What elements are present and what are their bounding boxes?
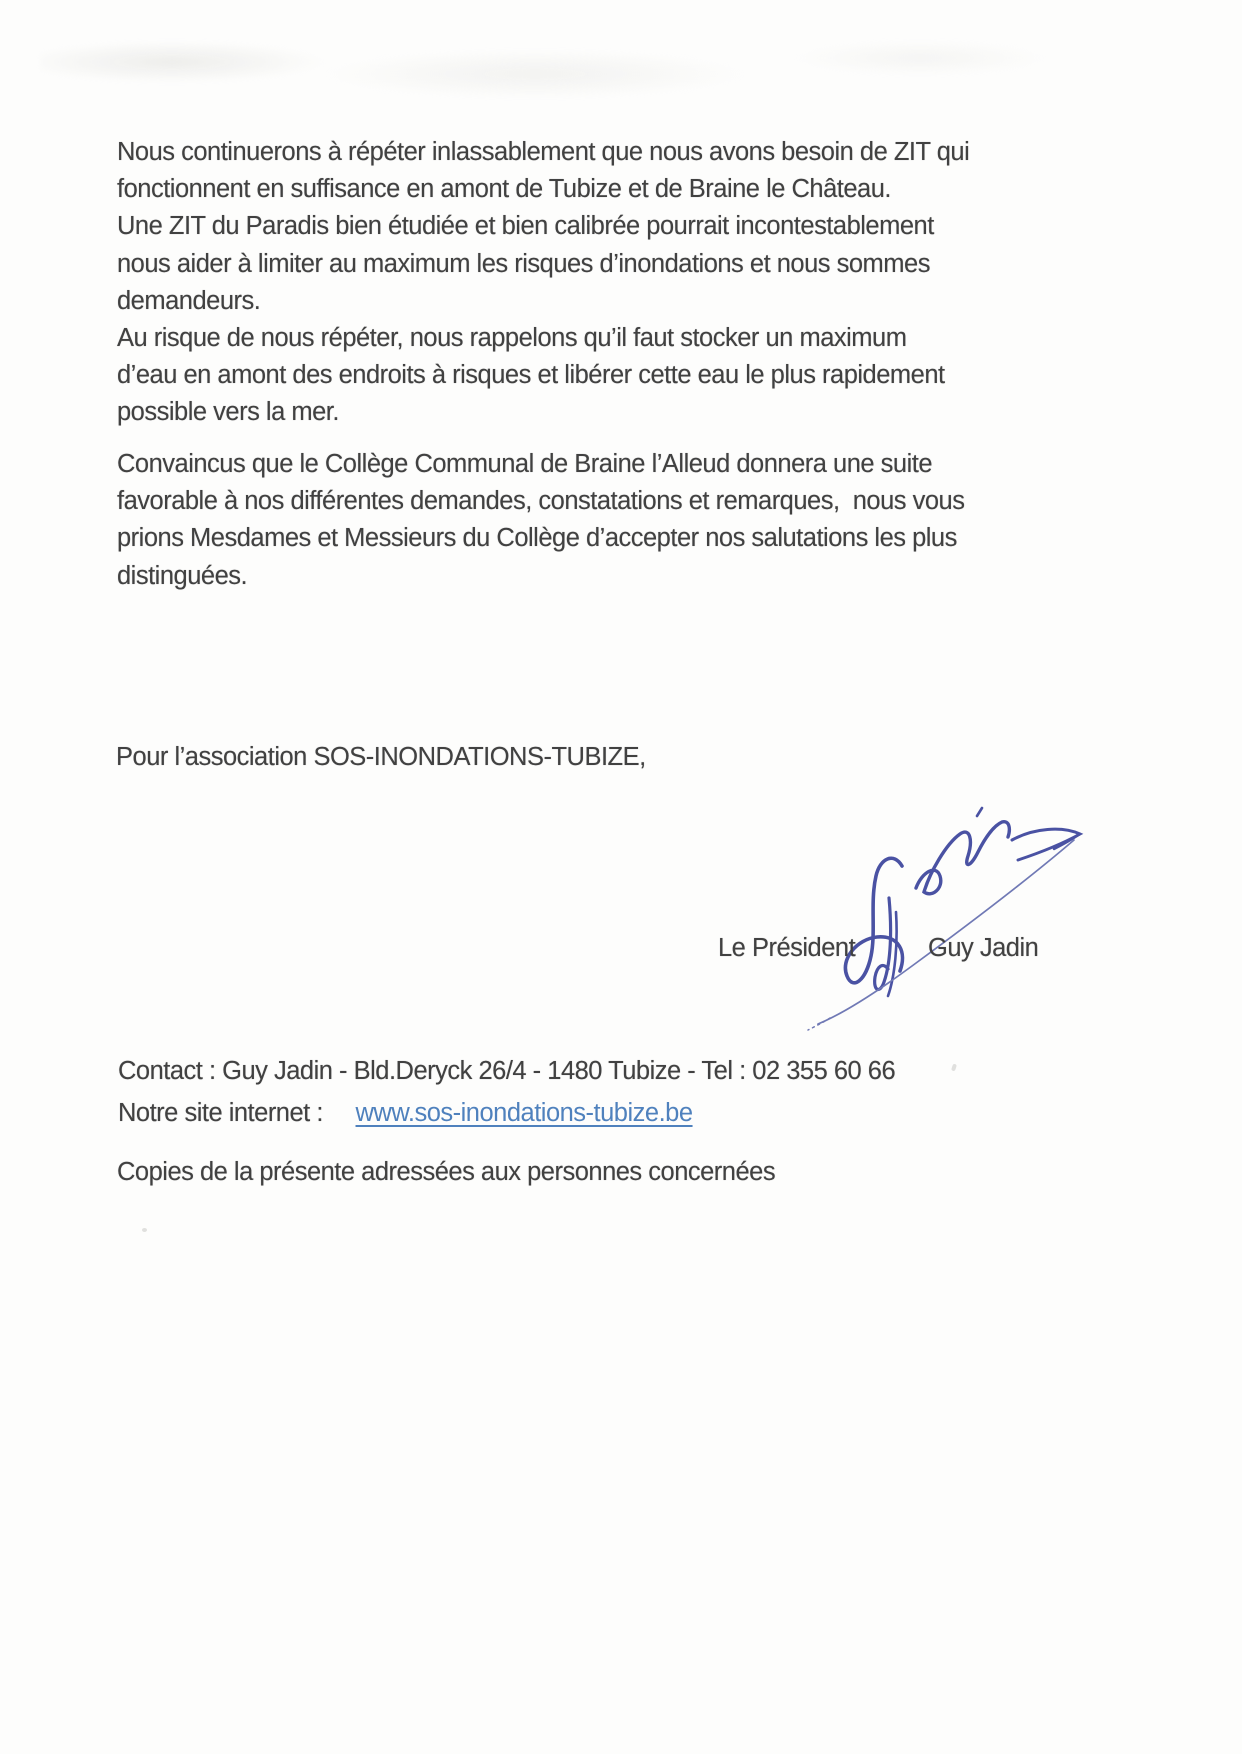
body-line: nous aider à limiter au maximum les risques d’inondations et nous sommes xyxy=(117,249,930,278)
scan-artifact xyxy=(40,30,1140,110)
body-line: Nous continuerons à répéter inlassablement que nous avons besoin de ZIT qui xyxy=(117,138,970,166)
site-link[interactable]: www.sos-inondations-tubize.be xyxy=(355,1099,693,1127)
letter-paragraph-1 xyxy=(117,134,969,432)
body-line: fonctionnent en suffisance en amont de Tubize et de Braine le Château. xyxy=(117,175,892,204)
body-line: favorable à nos différentes demandes, constatations et remarques, nous vous xyxy=(117,487,965,516)
copies-line: Copies de la présente adressées aux personnes concernées xyxy=(117,1158,776,1186)
signatory-name: Guy Jadin xyxy=(928,934,1039,962)
site-line xyxy=(118,1095,693,1132)
body-line: Une ZIT du Paradis bien étudiée et bien calibrée pourrait incontestablement xyxy=(117,212,934,241)
body-line: Convaincus que le Collège Communal de Braine l’Alleud donnera une suite xyxy=(117,450,933,478)
body-line: d’eau en amont des endroits à risques et libérer cette eau le plus rapidement xyxy=(117,361,945,390)
body-line: possible vers la mer. xyxy=(117,398,339,427)
letter-paragraph-2 xyxy=(117,446,964,595)
association-line: Pour l’association SOS-INONDATIONS-TUBIZE, xyxy=(116,743,646,771)
site-label: Notre site internet : xyxy=(118,1099,330,1127)
body-line: Au risque de nous répéter, nous rappelons qu’il faut stocker un maximum xyxy=(117,324,907,353)
contact-line: Contact : Guy Jadin - Bld.Deryck 26/4 - 1480 Tubize - Tel : 02 355 60 66 xyxy=(118,1057,896,1085)
body-line: prions Mesdames et Messieurs du Collège d’accepter nos salutations les plus xyxy=(117,524,957,553)
scan-speck xyxy=(142,1228,147,1232)
signature-ink xyxy=(730,780,1150,1040)
body-line: distinguées. xyxy=(117,561,248,590)
scan-speck xyxy=(951,1064,957,1072)
body-line: demandeurs. xyxy=(117,286,261,315)
signature-title: Le Président xyxy=(718,934,856,962)
